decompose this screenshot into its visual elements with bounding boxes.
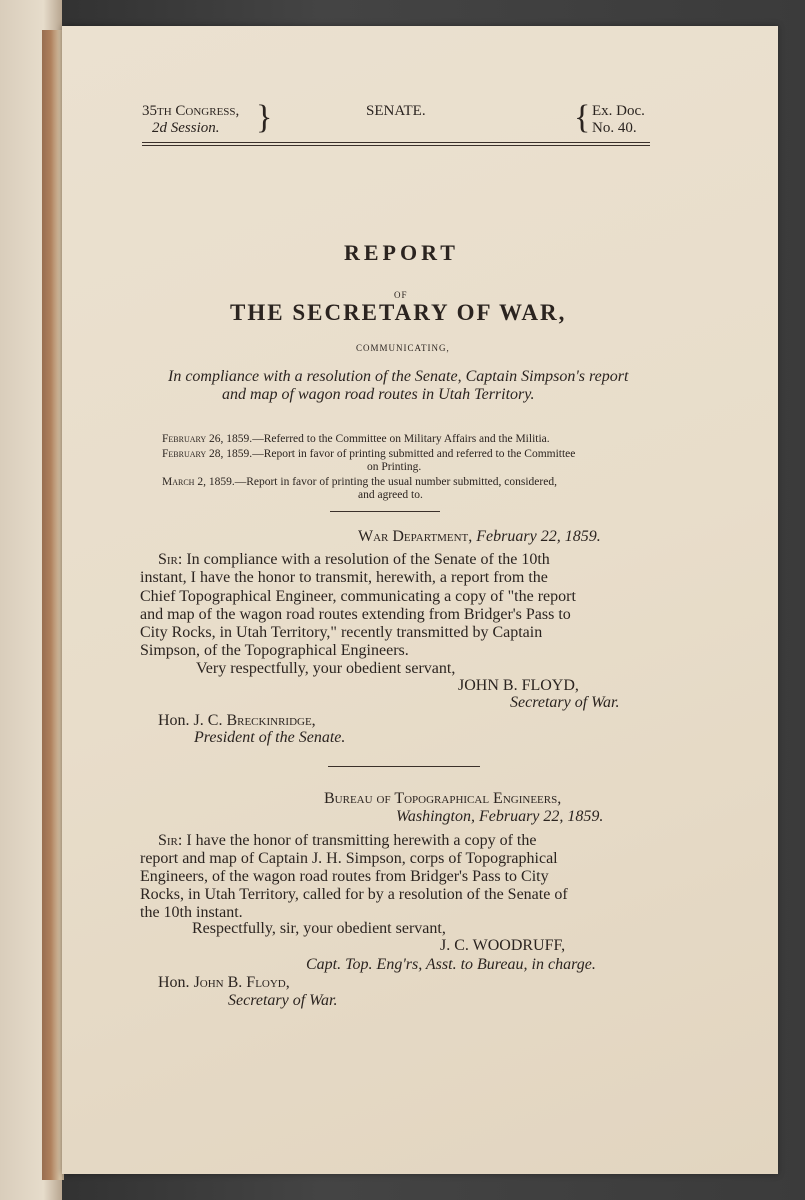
letter1-line-4: and map of the wagon road routes extending from Bridger's Pass to [140, 606, 571, 623]
letter2-addressee: Hon. John B. Floyd, [158, 974, 290, 991]
referral-1: February 26, 1859.—Referred to the Committee on Military Affairs and the Militia. [162, 433, 550, 445]
letter1-dateline: War Department, February 22, 1859. [358, 528, 601, 545]
letter2-dateline-bureau: Bureau of Topographical Engineers, [324, 790, 562, 807]
letter2-dateline-place: Washington, February 22, 1859. [396, 808, 604, 825]
letter1-line-2: instant, I have the honor to transmit, herewith, a report from the [140, 569, 548, 586]
header-brace-right: { [574, 99, 591, 136]
letter1-line-1: Sir: In compliance with a resolution of the Senate of the 10th [158, 551, 550, 568]
letter1-signer-title: Secretary of War. [510, 694, 620, 711]
header-rule-top [142, 142, 650, 143]
title-of: OF [394, 290, 408, 300]
letter2-addressee-title: Secretary of War. [228, 992, 338, 1009]
referral-3-cont: and agreed to. [358, 489, 423, 501]
header-congress: 35th Congress, [142, 103, 240, 119]
letter1-line-6: Simpson, of the Topographical Engineers. [140, 642, 409, 659]
letter2-line-2: report and map of Captain J. H. Simpson, corps of Topographical [140, 850, 558, 867]
letter2-line-4: Rocks, in Utah Territory, called for by a resolution of the Senate of [140, 886, 568, 903]
letter2-closing: Respectfully, sir, your obedient servant, [192, 920, 446, 937]
referral-2: February 28, 1859.—Report in favor of printing submitted and referred to the Committee [162, 448, 576, 460]
header-brace-left: } [256, 99, 273, 136]
header-chamber: SENATE. [366, 103, 426, 119]
referral-3: March 2, 1859.—Report in favor of printing the usual number submitted, considered, [162, 476, 557, 488]
header-doc-no: No. 40. [592, 120, 637, 136]
letter1-closing: Very respectfully, your obedient servant, [196, 660, 456, 677]
letter1-addressee: Hon. J. C. Breckinridge, [158, 712, 316, 729]
book-spine [42, 30, 64, 1180]
letter1-addressee-title: President of the Senate. [194, 729, 346, 746]
letter1-line-5: City Rocks, in Utah Territory," recently transmitted by Captain [140, 624, 543, 641]
letter1-line-3: Chief Topographical Engineer, communicating a copy of "the report [140, 588, 576, 605]
letter2-line-1: Sir: I have the honor of transmitting herewith a copy of the [158, 832, 537, 849]
title-report: REPORT [344, 240, 459, 265]
header-rule-bottom [142, 145, 650, 146]
subtitle-line-1: In compliance with a resolution of the Senate, Captain Simpson's report [168, 368, 629, 385]
title-secretary: THE SECRETARY OF WAR, [230, 300, 567, 325]
header-doc-type: Ex. Doc. [592, 103, 645, 119]
subtitle-line-2: and map of wagon road routes in Utah Territory. [222, 386, 535, 403]
letter2-signer-title: Capt. Top. Eng'rs, Asst. to Bureau, in charge. [306, 956, 596, 973]
letter1-signer: JOHN B. FLOYD, [458, 677, 579, 694]
title-communicating: COMMUNICATING, [356, 343, 450, 353]
letter2-signer: J. C. WOODRUFF, [440, 937, 566, 954]
divider-2 [328, 766, 480, 767]
letter2-line-5: the 10th instant. [140, 904, 243, 921]
divider-1 [330, 511, 440, 512]
referral-2-cont: on Printing. [367, 461, 422, 473]
header-session: 2d Session. [152, 120, 220, 136]
letter2-line-3: Engineers, of the wagon road routes from Bridger's Pass to City [140, 868, 549, 885]
